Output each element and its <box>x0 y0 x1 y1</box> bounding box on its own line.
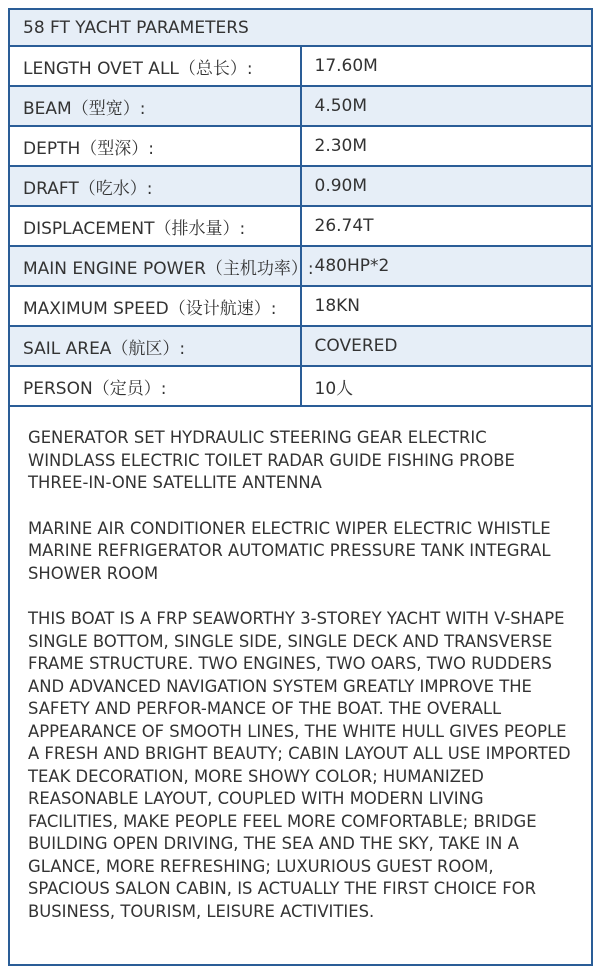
table-row <box>10 246 591 286</box>
row-label: DRAFT（吃水）: <box>10 166 301 206</box>
row-value: 10人 <box>301 366 592 406</box>
spec-sheet <box>8 8 593 966</box>
page-title: 58 FT YACHT PARAMETERS <box>10 10 591 46</box>
table-row <box>10 126 591 166</box>
row-value: 17.60M <box>301 46 592 86</box>
description-section <box>10 407 591 923</box>
row-value: 0.90M <box>301 166 592 206</box>
row-label: MAXIMUM SPEED（设计航速）: <box>10 286 301 326</box>
table-row <box>10 286 591 326</box>
table-header-row <box>10 10 591 46</box>
row-label: SAIL AREA（航区）: <box>10 326 301 366</box>
row-value: 480HP*2 <box>301 246 592 286</box>
table-row <box>10 86 591 126</box>
row-label: DEPTH（型深）: <box>10 126 301 166</box>
table-row <box>10 326 591 366</box>
row-value: COVERED <box>301 326 592 366</box>
description-paragraph: THIS BOAT IS A FRP SEAWORTHY 3-STOREY YACHT WITH V-SHAPE SINGLE BOTTOM, SINGLE SIDE, SINGLE DECK AND TRANSVERSE FRAME STRUCTURE. TWO ENGINES, TWO OARS, TWO RUDDERS AND ADVANCED NAVIGATION SYSTEM GREATLY IMPROVE THE SAFETY AND PERFOR-MANCE OF THE BOAT. THE OVERALL APPEARANCE OF SMOOTH LINES, THE WHITE HULL GIVES PEOPLE A FRESH AND BRIGHT BEAUTY; CABIN LAYOUT ALL USE IMPORTED TEAK DECORATION, MORE SHOWY COLOR; HUMANIZED REASONABLE LAYOUT, COUPLED WITH MODERN LIVING FACILITIES, MAKE PEOPLE FEEL MORE COMFORTABLE; BRIDGE BUILDING OPEN DRIVING, THE SEA AND THE SKY, TAKE IN A GLANCE, MORE REFRESHING; LUXURIOUS GUEST ROOM, SPACIOUS SALON CABIN, IS ACTUALLY THE FIRST CHOICE FOR BUSINESS, TOURISM, LEISURE ACTIVITIES. <box>28 609 571 921</box>
table-row <box>10 206 591 246</box>
table-row <box>10 46 591 86</box>
row-value: 4.50M <box>301 86 592 126</box>
table-row <box>10 166 591 206</box>
row-label: DISPLACEMENT（排水量）: <box>10 206 301 246</box>
equipment-paragraph: GENERATOR SET HYDRAULIC STEERING GEAR ELECTRIC WINDLASS ELECTRIC TOILET RADAR GUIDE FISHING PROBE THREE-IN-ONE SATELLITE ANTENNA <box>28 428 515 492</box>
parameters-table <box>10 10 591 407</box>
table-row <box>10 366 591 406</box>
row-label: LENGTH OVET ALL（总长）: <box>10 46 301 86</box>
row-label: MAIN ENGINE POWER（主机功率）: <box>10 246 301 286</box>
row-label: PERSON（定员）: <box>10 366 301 406</box>
row-value: 18KN <box>301 286 592 326</box>
equipment-paragraph-2: MARINE AIR CONDITIONER ELECTRIC WIPER ELECTRIC WHISTLE MARINE REFRIGERATOR AUTOMATIC PRESSURE TANK INTEGRAL SHOWER ROOM <box>28 518 551 583</box>
row-label: BEAM（型宽）: <box>10 86 301 126</box>
row-value: 26.74T <box>301 206 592 246</box>
row-value: 2.30M <box>301 126 592 166</box>
